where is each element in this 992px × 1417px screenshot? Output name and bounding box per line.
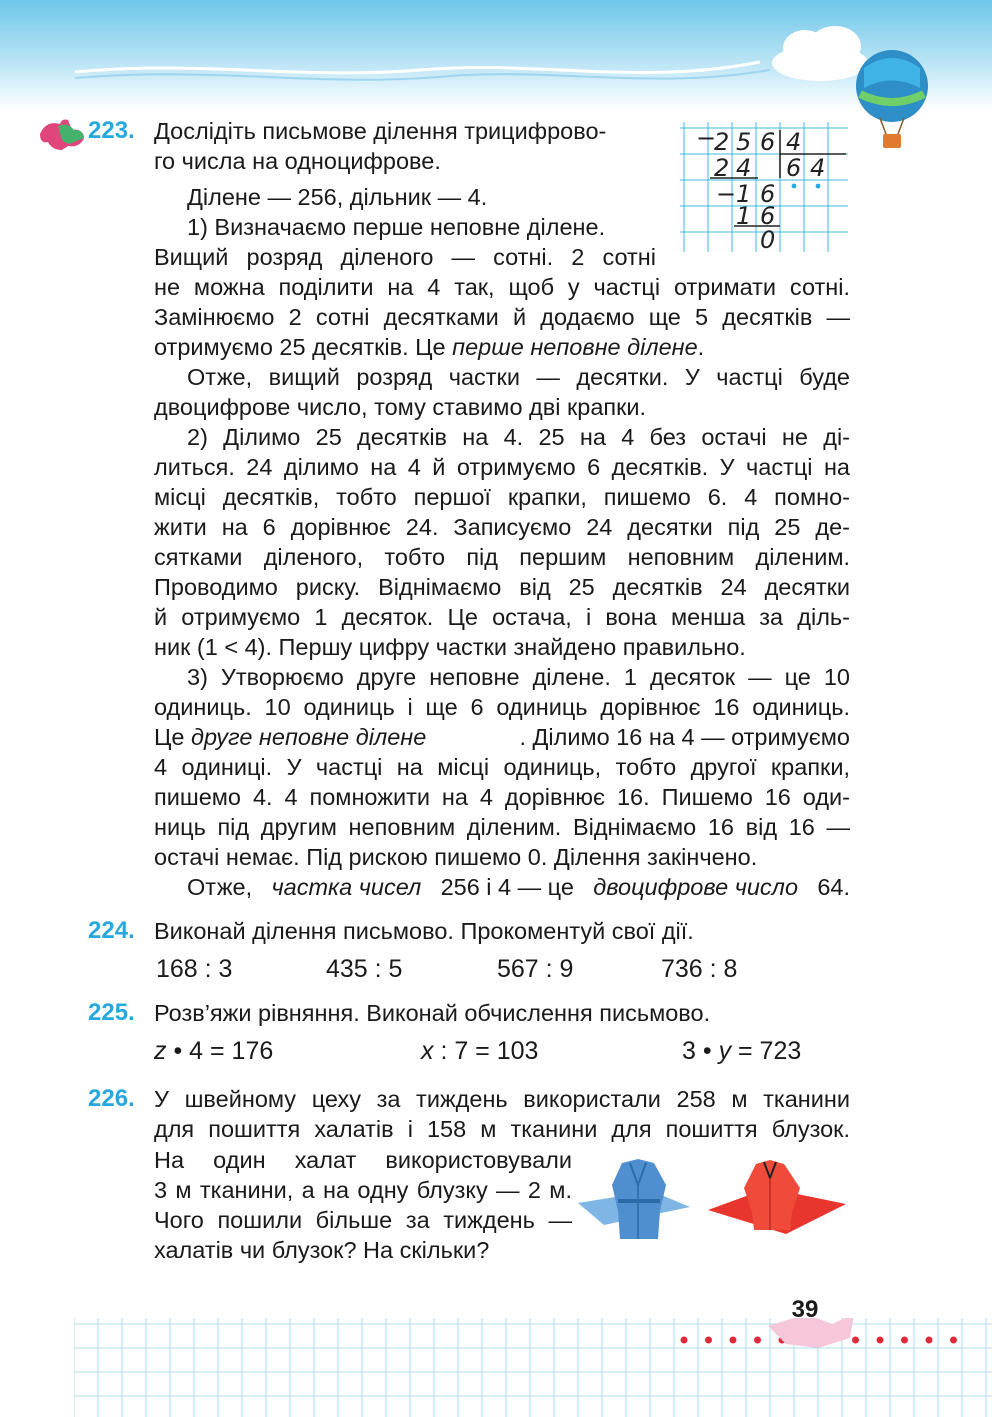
robe-illustration [574, 1155, 694, 1247]
equation [154, 1036, 273, 1066]
footer-dot [901, 1337, 908, 1344]
expression: 567 : 9 [497, 955, 574, 983]
digit: 2 [714, 154, 730, 182]
text-line: литься. 24 ділимо на 4 й отримуємо 6 десятків. У частці на [154, 454, 850, 480]
task-224-number: 224. [88, 917, 135, 944]
text-line: місці десятків, тобто першої крапки, пишемо 6. 4 помно- [154, 484, 850, 510]
term-italic: частка чисел [271, 874, 422, 900]
text-line: Отже, вищий розряд частки — десятки. У частці буде [187, 364, 850, 390]
term-italic: друге неповне ділене [190, 724, 427, 750]
footer-dot [852, 1337, 859, 1344]
text-line: сятками діленого, тобто під першим неповним діленим. [154, 544, 850, 570]
footer-dot [950, 1337, 957, 1344]
footer-dot [705, 1337, 712, 1344]
text-span: отримуємо 25 десятків. Це [154, 334, 453, 360]
variable: x [421, 1037, 434, 1065]
expression: 736 : 8 [661, 955, 738, 983]
text-line: ниць під другим неповним діленим. Віднімаємо 16 від 16 — [154, 814, 850, 840]
text-span: 256 і 4 — це [440, 874, 574, 900]
text-line: Замінюємо 2 сотні десятками й додаємо ще 5 десятків — [154, 304, 850, 330]
text-span: . Ділимо 16 на 4 — отримуємо [519, 724, 850, 750]
equation [421, 1036, 538, 1066]
text-line: 1) Визначаємо перше неповне ділене. [187, 214, 606, 240]
digit: 1 [736, 202, 752, 230]
equation-rest: : 7 = 103 [433, 1037, 539, 1065]
digit: 4 [810, 154, 826, 182]
text-line: для пошиття халатів і 158 м тканини для пошиття блузок. [154, 1116, 850, 1142]
digit: 0 [760, 226, 776, 254]
text-line: Чого пошили більше за тиждень — [154, 1207, 572, 1233]
expression: 435 : 5 [326, 955, 403, 983]
task-224-text: Виконай ділення письмово. Прокоментуй свої дії. [154, 918, 694, 944]
text-span: Це [154, 724, 191, 750]
footer-dot [877, 1337, 884, 1344]
text-line: остачі немає. Під рискою пишемо 0. Ділення закінчено. [154, 844, 758, 870]
digit: 1 [736, 180, 752, 208]
variable: z [154, 1037, 167, 1065]
text-line: й отримуємо 1 десяток. Це остача, і вона менша за діль- [154, 604, 850, 630]
text-line [154, 332, 704, 362]
text-line: Проводимо риску. Віднімаємо від 25 десятків 24 десятки [154, 574, 850, 600]
text-line: халатів чи блузок? На скільки? [154, 1237, 490, 1263]
digit: 6 [760, 202, 776, 230]
text-span: 64. [817, 874, 850, 900]
equation-pre: 3 • [682, 1037, 719, 1065]
variable: y [718, 1037, 732, 1065]
text-line: Ділене — 256, дільник — 4. [187, 184, 488, 210]
text-line: одиниць. 10 одиниць і ще 6 одиниць дорівнює 16 одиниць. [154, 694, 850, 720]
digit: 6 [760, 128, 776, 156]
text-line: Дослідіть письмове ділення трицифрово- [154, 118, 607, 144]
digit: 6 [786, 154, 802, 182]
equation [682, 1036, 801, 1066]
footer-dot [730, 1337, 737, 1344]
text-line: Вищий розряд діленого — сотні. 2 сотні [154, 244, 656, 270]
text-line: жити на 6 дорівнює 24. Записуємо 24 десятки під 25 де- [154, 514, 850, 540]
digit: 4 [786, 128, 802, 156]
task-225-text: Розв’яжи рівняння. Виконай обчислення письмово. [154, 1000, 711, 1026]
text-line: не можна поділити на 4 так, щоб у частці отримати сотні. [154, 274, 850, 300]
task-226-number: 226. [88, 1085, 135, 1112]
footer-grid [74, 1318, 992, 1417]
text-line: го числа на одноцифрове. [154, 148, 441, 174]
text-span [154, 722, 426, 752]
digit: − [716, 180, 737, 208]
task-223-number: 223. [88, 117, 135, 144]
equation-rest: • 4 = 176 [166, 1037, 274, 1065]
text-line: У швейному цеху за тиждень використали 258 м тканини [154, 1086, 850, 1112]
text-line: 4 одиниці. У частці на місці одиниць, тобто другої крапки, [154, 754, 850, 780]
digit: 2 [714, 128, 730, 156]
long-division-grid [676, 120, 852, 254]
term-italic: перше неповне ділене [452, 334, 698, 360]
text-span: . [697, 334, 705, 360]
blouse-illustration [704, 1158, 850, 1238]
text-line: 2) Ділимо 25 десятків на 4. 25 на 4 без остачі не ді- [187, 424, 850, 450]
text-line: ник (1 < 4). Першу цифру частки знайдено правильно. [154, 634, 746, 660]
page-number: 39 [791, 1296, 819, 1323]
text-line: 3) Утворюємо друге неповне ділене. 1 десяток — це 10 [187, 664, 850, 690]
text-line: двоцифрове число, тому ставимо дві крапки. [154, 394, 647, 420]
equation-rest: = 723 [731, 1037, 802, 1065]
digit: 6 [760, 180, 776, 208]
text-line: На один халат використовували [154, 1147, 572, 1173]
footer-dot [681, 1337, 688, 1344]
balloon-icon [850, 48, 934, 158]
text-line: 3 м тканини, а на одну блузку — 2 м. [154, 1177, 572, 1203]
puzzle-icon [38, 116, 88, 152]
text-line [187, 872, 850, 902]
expression: 168 : 3 [156, 955, 233, 983]
footer-dot [926, 1337, 933, 1344]
footer-dot [754, 1337, 761, 1344]
task-225-number: 225. [88, 999, 135, 1026]
digit: − [696, 124, 717, 152]
text-span: Отже, [187, 874, 253, 900]
digit: 4 [736, 154, 752, 182]
text-line [154, 722, 850, 752]
text-line: пишемо 4. 4 помножити на 4 дорівнює 16. Пишемо 16 оди- [154, 784, 850, 810]
term-italic: двоцифрове число [593, 874, 799, 900]
digit: 5 [736, 128, 752, 156]
